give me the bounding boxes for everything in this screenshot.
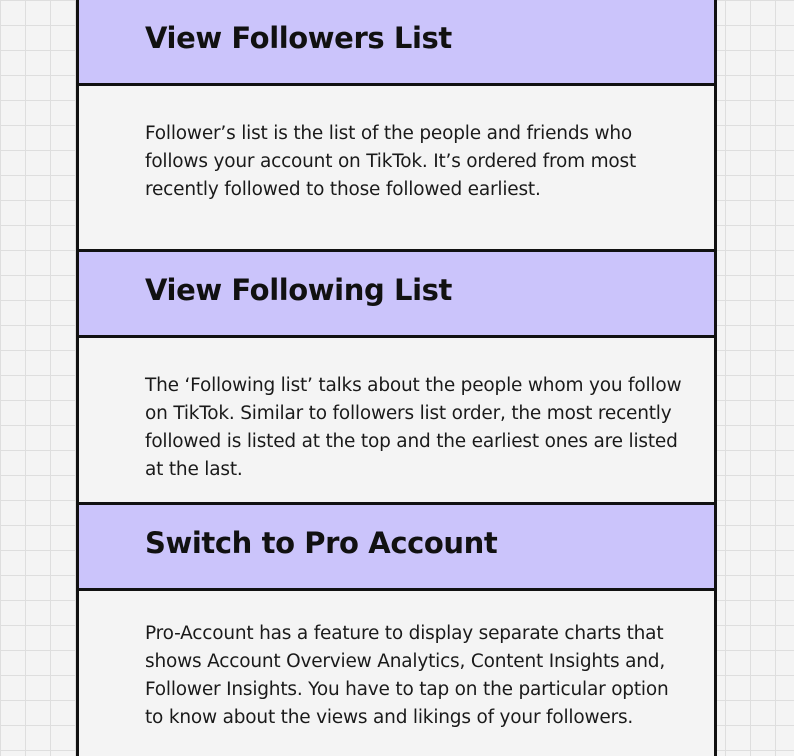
section-description: Pro-Account has a feature to display separate charts that shows Account Overview Analytics, Content Insights and, Follower Insights. You have to tap on the particular option to know about the views and likings of your followers. (145, 623, 669, 728)
section-description: The ‘Following list’ talks about the people whom you follow on TikTok. Similar to followers list order, the most recently followed is listed at the top and the earliest ones are listed at the last. (145, 375, 682, 480)
section-title: View Following List (145, 273, 452, 307)
section-header-followers (79, 0, 714, 86)
info-card (76, 0, 717, 756)
section-description: Follower’s list is the list of the people and friends who follows your account on TikTok. It’s ordered from most recently followed to those followed earliest. (145, 123, 637, 200)
section-header-following (79, 249, 714, 338)
section-title: Switch to Pro Account (145, 526, 498, 560)
section-header-pro-account (79, 502, 714, 591)
section-title: View Followers List (145, 21, 452, 55)
